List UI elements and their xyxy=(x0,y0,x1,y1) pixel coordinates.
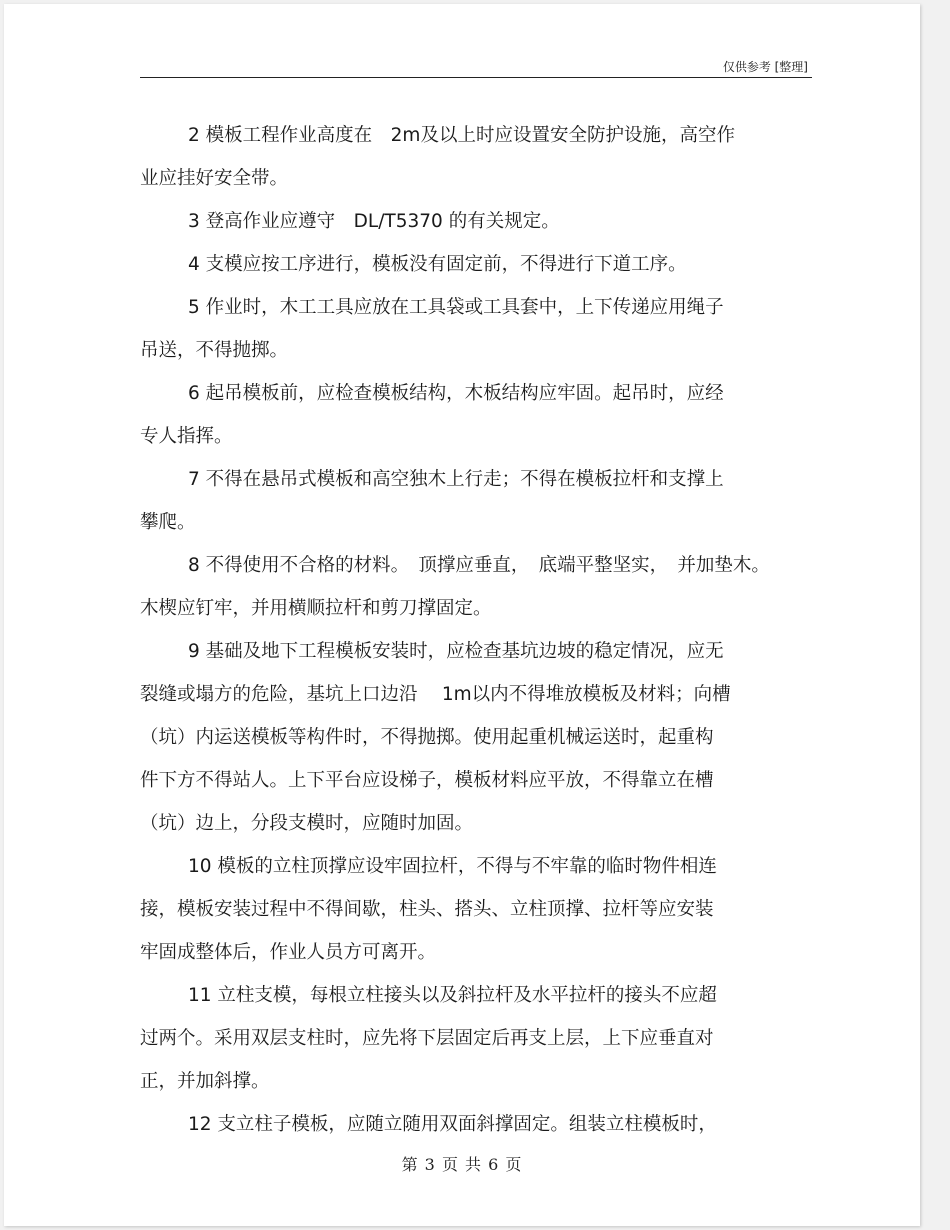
paragraph-line: 12 支立柱子模板，应随立随用双面斜撑固定。组装立柱模板时， xyxy=(188,1114,717,1135)
paragraph-5 xyxy=(140,286,820,372)
document-body xyxy=(140,114,820,1146)
paragraph-line: 10 模板的立柱顶撑应设牢固拉杆，不得与不牢靠的临时物件相连 xyxy=(188,856,717,877)
paragraph-line: 5 作业时，木工工具应放在工具袋或工具套中，上下传递应用绳子 xyxy=(188,297,724,318)
paragraph-line: 木楔应钉牢，并用横顺拉杆和剪刀撑固定。 xyxy=(140,598,492,619)
paragraph-line: 8 不得使用不合格的材料。 顶撑应垂直， 底端平整坚实， 并加垫木。 xyxy=(188,555,770,576)
paragraph-line: 过两个。采用双层支柱时，应先将下层固定后再支上层，上下应垂直对 xyxy=(140,1028,714,1049)
paragraph-4 xyxy=(140,243,820,286)
paragraph-line: 6 起吊模板前，应检查模板结构，木板结构应牢固。起吊时，应经 xyxy=(188,383,724,404)
paragraph-line: （坑）边上，分段支模时，应随时加固。 xyxy=(140,813,474,834)
paragraph-line: 正，并加斜撑。 xyxy=(140,1071,270,1092)
paragraph-line: 裂缝或塌方的危险，基坑上口边沿 1m以内不得堆放模板及材料；向槽 xyxy=(140,684,731,705)
paragraph-line: 吊送，不得抛掷。 xyxy=(140,340,289,361)
paragraph-line: 攀爬。 xyxy=(140,512,196,533)
paragraph-9 xyxy=(140,630,820,845)
paragraph-line: 4 支模应按工序进行，模板没有固定前，不得进行下道工序。 xyxy=(188,254,687,275)
paragraph-11 xyxy=(140,974,820,1103)
paragraph-10 xyxy=(140,845,820,974)
paragraph-line: 7 不得在悬吊式模板和高空独木上行走；不得在模板拉杆和支撑上 xyxy=(188,469,724,490)
paragraph-line: 业应挂好安全带。 xyxy=(140,168,289,189)
paragraph-12 xyxy=(140,1103,820,1146)
paragraph-line: 3 登高作业应遵守 DL/T5370 的有关规定。 xyxy=(188,211,560,232)
paragraph-line: 2 模板工程作业高度在 2m及以上时应设置安全防护设施，高空作 xyxy=(188,125,735,146)
paragraph-line: 11 立柱支模，每根立柱接头以及斜拉杆及水平拉杆的接头不应超 xyxy=(188,985,717,1006)
header-divider xyxy=(140,77,812,78)
paragraph-7 xyxy=(140,458,820,544)
page-number: 第 3 页 共 6 页 xyxy=(401,1155,523,1174)
paragraph-3 xyxy=(140,200,820,243)
paragraph-line: 9 基础及地下工程模板安装时，应检查基坑边坡的稳定情况，应无 xyxy=(188,641,724,662)
paragraph-8 xyxy=(140,544,820,630)
paragraph-2 xyxy=(140,114,820,200)
document-page xyxy=(4,4,920,1226)
paragraph-line: 件下方不得站人。上下平台应设梯子，模板材料应平放，不得靠立在槽 xyxy=(140,770,714,791)
paragraph-6 xyxy=(140,372,820,458)
paragraph-line: 专人指挥。 xyxy=(140,426,233,447)
paragraph-line: （坑）内运送模板等构件时，不得抛掷。使用起重机械运送时，起重构 xyxy=(140,727,714,748)
header-note: 仅供参考 [整理] xyxy=(722,60,808,74)
paragraph-line: 牢固成整体后，作业人员方可离开。 xyxy=(140,942,437,963)
paragraph-line: 接，模板安装过程中不得间歇，柱头、搭头、立柱顶撑、拉杆等应安装 xyxy=(140,899,714,920)
